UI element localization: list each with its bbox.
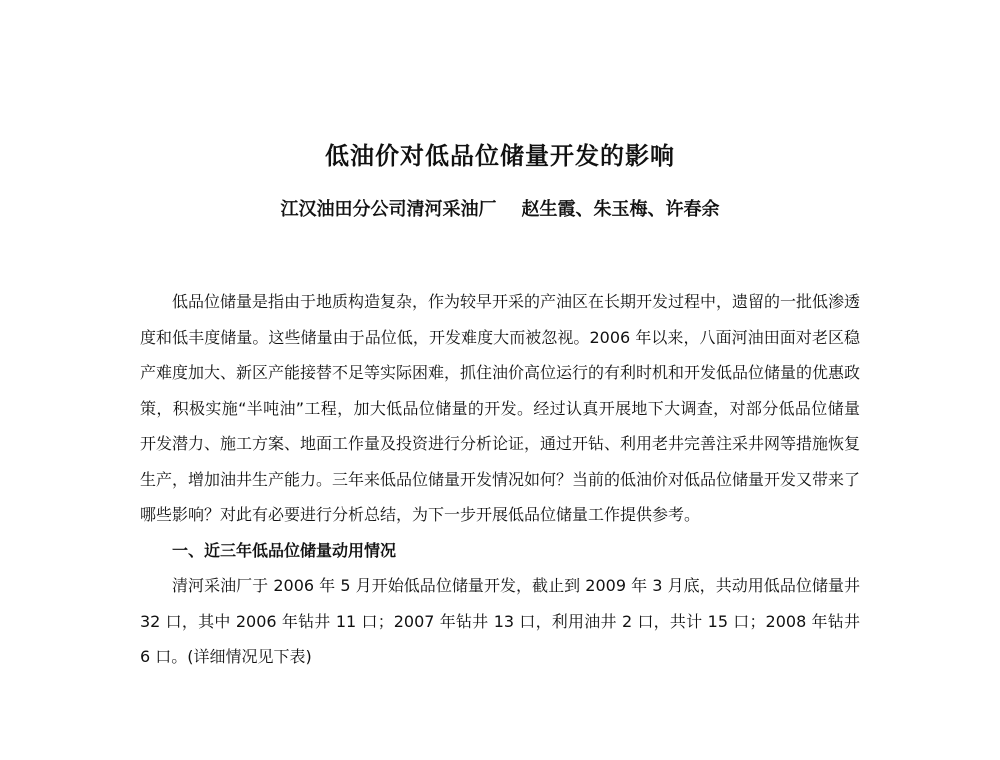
intro-paragraph: 低品位储量是指由于地质构造复杂，作为较早开采的产油区在长期开发过程中，遗留的一批低渗透度和低丰度储量。这些储量由于品位低，开发难度大而被忽视。2006 年以来，八面河油田面对老区稳产难度加大、新区产能接替不足等实际困难，抓住油价高位运行的有利时机和开发低品位储量的优惠政策，积极实施“半吨油”工程，加大低品位储量的开发。经过认真开展地下大调查，对部分低品位储量开发潜力、施工方案、地面工作量及投资进行分析论证，通过开钻、利用老井完善注采井网等措施恢复生产，增加油井生产能力。三年来低品位储量开发情况如何？当前的低油价对低品位储量开发又带来了哪些影响？对此有必要进行分析总结，为下一步开展低品位储量工作提供参考。	[140, 292, 861, 524]
author-byline: 江汉油田分公司清河采油厂 赵生霞、朱玉梅、许春余	[280, 199, 720, 220]
document-title: 低油价对低品位储量开发的影响	[325, 142, 675, 170]
section-paragraph: 清河采油厂于 2006 年 5 月开始低品位储量开发，截止到 2009 年 3 月底，共动用低品位储量井 32 口，其中 2006 年钻井 11 口；2007 年钻井 13 口，利用油井 2 口，共计 15 口；2008 年钻井 6 口。(详细情况见下表)	[140, 576, 860, 666]
document-body	[140, 284, 860, 675]
section-heading: 一、近三年低品位储量动用情况	[172, 540, 397, 560]
